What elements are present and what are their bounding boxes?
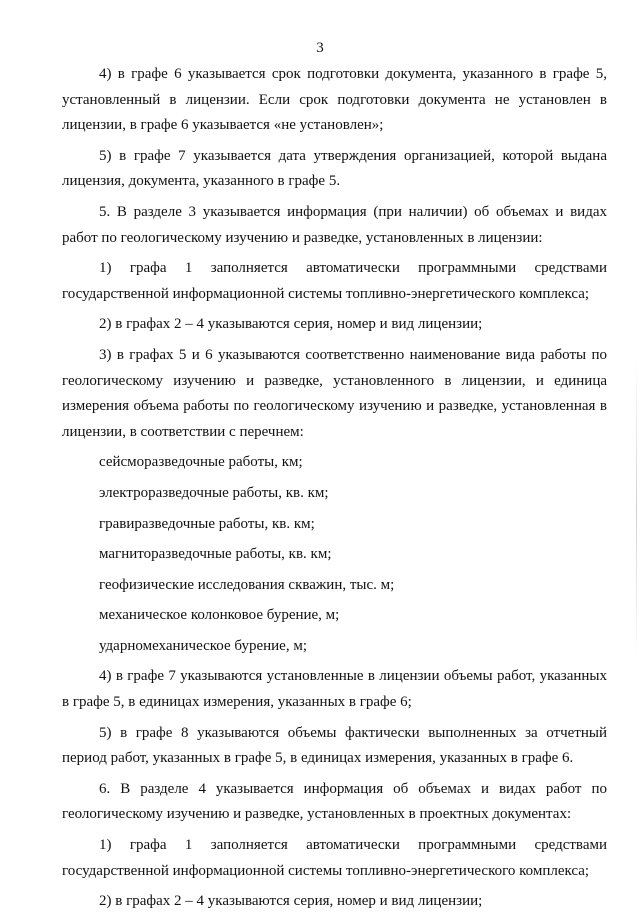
page-number: 3 <box>316 40 324 56</box>
paragraph-section4-intro: 6. В разделе 4 указывается информация об объемах и видах работ по геологическому изучению и разведке, установленных в проектных документах: <box>62 780 607 823</box>
scan-edge-shadow <box>636 360 637 660</box>
paragraph-section4-graf2-4: 2) в графах 2 – 4 указываются серия, номер и вид лицензии; <box>99 893 483 910</box>
list-item: сейсморазведочные работы, км; <box>99 454 303 471</box>
list-item: геофизические исследования скважин, тыс. м; <box>99 576 395 593</box>
list-item: гравиразведочные работы, кв. км; <box>99 515 315 532</box>
paragraph-graf8-actual: 5) в графе 8 указываются объемы фактически выполненных за отчетный период работ, указанных в графе 5, в единицах измерения, указанных в графе 6. <box>62 724 607 767</box>
paragraph-graf2-4-license: 2) в графах 2 – 4 указываются серия, номер и вид лицензии; <box>99 316 483 333</box>
paragraph-section3-intro: 5. В разделе 3 указывается информация (при наличии) об объемах и видах работ по геологическому изучению и разведке, установленных в лицензии: <box>62 203 607 246</box>
list-item: электроразведочные работы, кв. км; <box>99 484 329 501</box>
paragraph-graf6-term: 4) в графе 6 указывается срок подготовки документа, указанного в графе 5, установленный в лицензии. Если срок подготовки документа не установлен в лицензии, в графе 6 указывается «не установлен»; <box>62 66 607 134</box>
list-item: механическое колонковое бурение, м; <box>99 607 340 624</box>
paragraph-section4-graf1-auto: 1) графа 1 заполняется автоматически программными средствами государственной информационной системы топливно-энергетического комплекса; <box>62 837 607 879</box>
list-item: магниторазведочные работы, кв. км; <box>99 546 332 563</box>
paragraph-graf1-auto: 1) графа 1 заполняется автоматически программными средствами государственной информационной системы топливно-энергетического комплекса; <box>62 260 607 302</box>
work-types-list <box>62 450 607 659</box>
paragraph-graf7-volumes: 4) в графе 7 указываются установленные в лицензии объемы работ, указанных в графе 5, в единицах измерения, указанных в графе 6; <box>62 668 607 711</box>
paragraph-graf7-date: 5) в графе 7 указывается дата утверждения организацией, которой выдана лицензия, документа, указанного в графе 5. <box>62 147 607 190</box>
list-item: ударномеханическое бурение, м; <box>99 637 307 654</box>
document-body <box>62 62 607 915</box>
paragraph-graf5-6-units: 3) в графах 5 и 6 указываются соответственно наименование вида работы по геологическому изучению и разведке, установленного в лицензии, и единица измерения объема работы по геологическому изучению и разведке, установленная в лицензии, в соответствии с перечнем: <box>62 346 607 440</box>
